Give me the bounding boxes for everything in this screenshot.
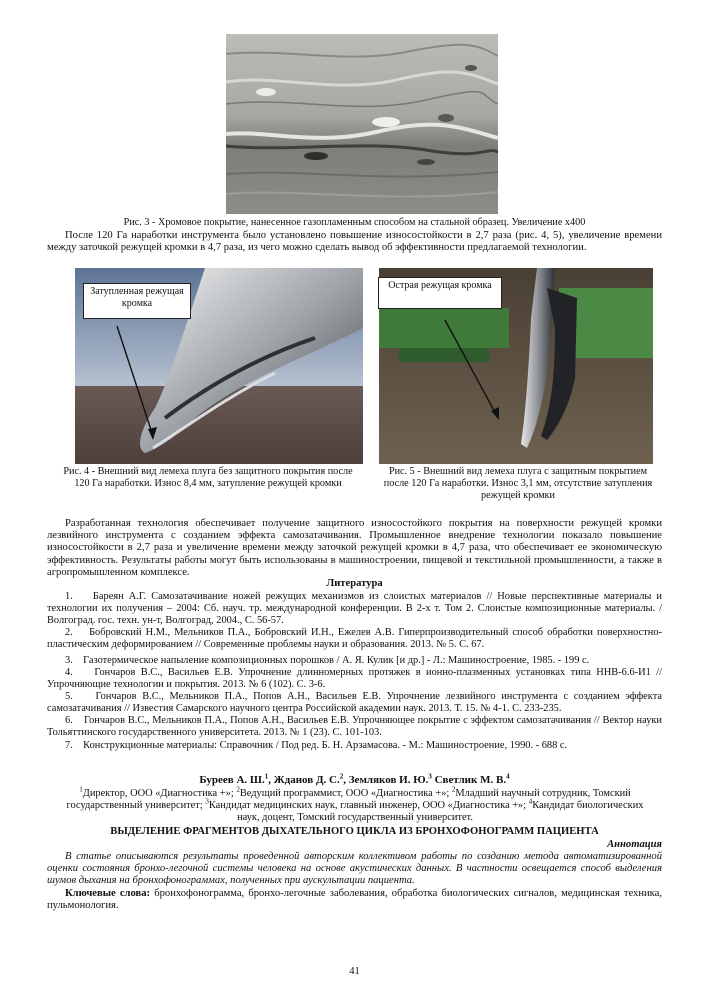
figure-4-caption: Рис. 4 - Внешний вид лемеха плуга без защитного покрытия после 120 Га наработки. Износ 8,4 мм, затупление режущей кромки: [63, 466, 353, 490]
figure-4-label: Затупленная режущая кромка: [83, 283, 191, 319]
author-3: Земляков И. Ю.: [348, 774, 429, 786]
affiliation-5: Кандидат биологических наук, доцент, Томский государственный университет.: [237, 800, 644, 824]
figure-5-caption: Рис. 5 - Внешний вид лемеха плуга с защитным покрытием после 120 Га наработки. Износ 3,1 мм, отсутствие затупления режущей кромки: [383, 466, 653, 502]
reference-item-3: 3. Газотермическое напыление композиционных порошков / А. Я. Кулик [и др.] - Л.: Машиностроение, 1985. - 199 с.: [65, 655, 590, 666]
author-1-mark: 1: [264, 772, 269, 781]
figure-3-micrograph: [226, 34, 498, 214]
conclusion-paragraph: Разработанная технология обеспечивает получение защитного износостойкого покрытия на поверхности режущей кромки лезвийного инструмента с созданием эффекта самозатачивания. Промышленное внедрение технологии показало повышение износостойкости в 2,7 раза и увеличение времени между заточкой режущей кромки в 4,7 раза, что обеспечивает ее экономическую эффективность. Результаты работы могут быть использованы в машиностроении, пищевой и текстильной промышленности, а также в агропромышленном комплексе.: [47, 518, 662, 578]
reference-item-6: 6. Гончаров В.С., Мельников П.А., Попов А.Н., Васильев Е.В. Упрочняющее покрытие с эффектом самозатачивания // Вектор науки Тольяттинского государственного университета. 2013. № 1 (23). С. 101-103.: [47, 715, 662, 739]
figure-5-arrow: [379, 268, 653, 464]
author-2-mark: 2: [339, 772, 344, 781]
micrograph-texture: [226, 34, 498, 214]
reference-item-7: 7. Конструкционные материалы: Справочник / Под ред. Б. Н. Арзамасова. - М.: Машиностроение, 1990. - 688 с.: [65, 740, 568, 751]
keywords: [47, 888, 662, 912]
figure-4-arrow: [75, 268, 363, 464]
author-1: Буреев А. Ш.: [199, 774, 265, 786]
page-number: 41: [349, 966, 360, 977]
affiliation-2: Ведущий программист, ООО «Диагностика +»;: [239, 788, 452, 799]
author-2: Жданов Д. С.: [273, 774, 340, 786]
intro-paragraph: После 120 Га наработки инструмента было установлено повышение износостойкости в 2,7 раза (рис. 4, 5), увеличение времени между заточкой режущей кромки в 4,7 раза, из чего можно сделать вывод об эффективности предлагаемой технологии.: [47, 230, 662, 254]
keywords-text: бронхофонограмма, бронхо-легочные заболевания, обработка биологических сигналов, медицинская техника, пульмонология.: [47, 888, 662, 912]
affiliation-1: Директор, ООО «Диагностика +»;: [82, 788, 237, 799]
abstract-heading: Аннотация: [607, 839, 662, 850]
reference-item-1: 1. Бареян А.Г. Самозатачивание ножей режущих механизмов из слоистых материалов // Новые перспективные материалы и технологии их получения – 2004: Сб. науч. тр. международной конференции. В 2-х т. Том 2. Слоистые композиционные материалы. / Волгоград. гос. техн. ун-т, Волгоград, 2004., С. 56-57.: [47, 591, 662, 627]
reference-item-5: 5. Гончаров В.С., Мельников П.А., Попов А.Н., Васильев Е.В. Упрочнение лезвийного инструмента с созданием эффекта самозатачивания // Известия Самарского научного центра Российской академии наук. 2013. Т. 15. № 4-1. С. 233-235.: [47, 691, 662, 715]
figure-3-caption: Рис. 3 - Хромовое покрытие, нанесенное газопламенным способом на стальной образец. Увеличение х400: [123, 217, 586, 228]
author-3-mark: 3: [428, 772, 432, 781]
author-4-mark: 4: [506, 772, 510, 781]
abstract-text: В статье описываются результаты проведенной авторским коллективом работы по созданию метода автоматизированной оценки состояния бронхо-легочной системы человека на основе акустических данных. В частности освещается способ выделения шумов дыхания на бронхофонограммах, полученных при аускультации пациента.: [47, 851, 662, 887]
references-heading: Литература: [326, 578, 383, 589]
article-title: ВЫДЕЛЕНИЕ ФРАГМЕНТОВ ДЫХАТЕЛЬНОГО ЦИКЛА ИЗ БРОНХОФОНОГРАММ ПАЦИЕНТА: [110, 826, 599, 837]
article-authors: Буреев А. Ш.$^1$, Жданов Д. С.$^2$, Земляков И. Ю.$^3$ Светлик М. В.$^4$: [199, 772, 510, 786]
article-affiliations: $^1$Директор, ООО «Диагностика +»; $^2$Ведущий программист, ООО «Диагностика +»; $^2$Младший научный сотрудник, Томский государственный университет; $^3$Кандидат медицинских наук, главный инженер, ООО «Диагностика +»; $^4$Кандидат биологических наук, доцент, Томский государственный университет.: [66, 785, 644, 824]
figure-5-label: Острая режущая кромка: [378, 277, 502, 309]
reference-item-4: 4. Гончаров В.С., Васильев Е.В. Упрочнение длинномерных протяжек в ионно-плазменных установках типа ННВ-6.6-И1 // Упрочняющие технологии и покрытия. 2013. № 6 (102). С. 3-6.: [47, 667, 662, 691]
affiliation-3: Младший научный сотрудник, Томский государственный университет;: [66, 788, 631, 812]
author-4: Светлик М. В.: [434, 774, 507, 786]
keywords-label: Ключевые слова:: [65, 888, 151, 899]
affiliation-4: Кандидат медицинских наук, главный инженер, ООО «Диагностика +»;: [208, 800, 529, 812]
reference-item-2: 2. Бобровский Н.М., Мельников П.А., Бобровский И.Н., Ежелев А.В. Гиперпроизводительный способ обработки поверхностно-пластическим деформированием // Современные проблемы науки и образования. 2013. № 5. С. 67.: [47, 627, 662, 651]
